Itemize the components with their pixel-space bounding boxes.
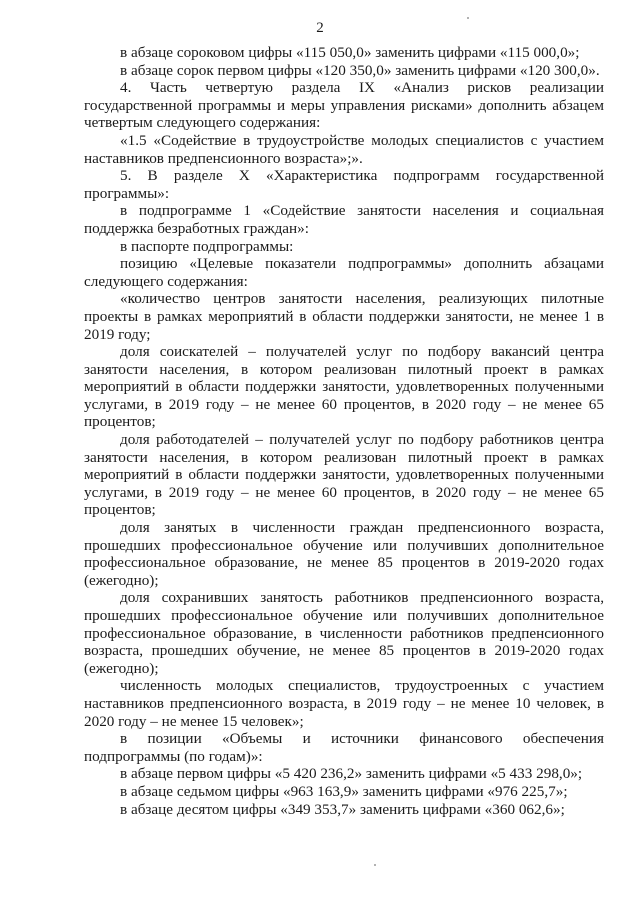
paragraph: позицию «Целевые показатели подпрограммы» дополнить абзацами следующего содержания:: [84, 255, 604, 290]
scan-speck: [374, 864, 376, 866]
paragraph: доля работодателей – получателей услуг по подбору работников центра занятости населения, в котором реализован пилотный проект в рамках мероприятий в области поддержки занятости, удовлетворенных полученными услугами, в 2019 году – не менее 60 процентов, в 2020 году – не менее 65 процентов;: [84, 431, 604, 519]
paragraph: доля сохранивших занятость работников предпенсионного возраста, прошедших профессиональное обучение или получивших дополнительное профессиональное образование, в численности работников предпенсионного возраста, прошедших обучение, не менее 85 процентов в 2019-2020 годах (ежегодно);: [84, 589, 604, 677]
paragraph: в абзаце десятом цифры «349 353,7» заменить цифрами «360 062,6»;: [120, 800, 565, 818]
document-body: [84, 44, 604, 818]
paragraph: доля соискателей – получателей услуг по подбору вакансий центра занятости населения, в котором реализован пилотный проект в рамках мероприятий в области поддержки занятости, удовлетворенных полученными услугами, в 2019 году – не менее 60 процентов, в 2020 году – не менее 65 процентов;: [84, 343, 604, 431]
paragraph: в абзаце сороковом цифры «115 050,0» заменить цифрами «115 000,0»;: [120, 44, 580, 61]
page-number: 2: [316, 20, 324, 36]
paragraph: численность молодых специалистов, трудоустроенных с участием наставников предпенсионного возраста, в 2019 году – не менее 10 человек, в 2020 году – не менее 15 человек»;: [84, 677, 604, 730]
paragraph: «1.5 «Содействие в трудоустройстве молодых специалистов с участием наставников предпенсионного возраста»;».: [84, 131, 604, 167]
paragraph: в паспорте подпрограммы:: [120, 237, 294, 255]
paragraph: «количество центров занятости населения, реализующих пилотные проекты в рамках мероприятий в области поддержки занятости, не менее 1 в 2019 году;: [84, 290, 604, 343]
paragraph: в абзаце седьмом цифры «963 163,9» заменить цифрами «976 225,7»;: [120, 782, 568, 800]
paragraph: в абзаце сорок первом цифры «120 350,0» заменить цифрами «120 300,0».: [120, 61, 600, 79]
paragraph: доля занятых в численности граждан предпенсионного возраста, прошедших профессиональное обучение или получивших дополнительное профессиональное образование, не менее 85 процентов в 2019-2020 годах (ежегодно);: [84, 519, 604, 589]
paragraph: в подпрограмме 1 «Содействие занятости населения и социальная поддержка безработных граждан»:: [84, 202, 604, 237]
paragraph: 4. Часть четвертую раздела IX «Анализ рисков реализации государственной программы и меры управления рисками» дополнить абзацем четвертым следующего содержания:: [84, 79, 604, 132]
scan-speck: [467, 17, 469, 19]
paragraph: 5. В разделе X «Характеристика подпрограмм государственной программы»:: [84, 167, 604, 202]
paragraph: в абзаце первом цифры «5 420 236,2» заменить цифрами «5 433 298,0»;: [120, 765, 583, 783]
paragraph: в позиции «Объемы и источники финансового обеспечения подпрограммы (по годам)»:: [84, 730, 604, 765]
